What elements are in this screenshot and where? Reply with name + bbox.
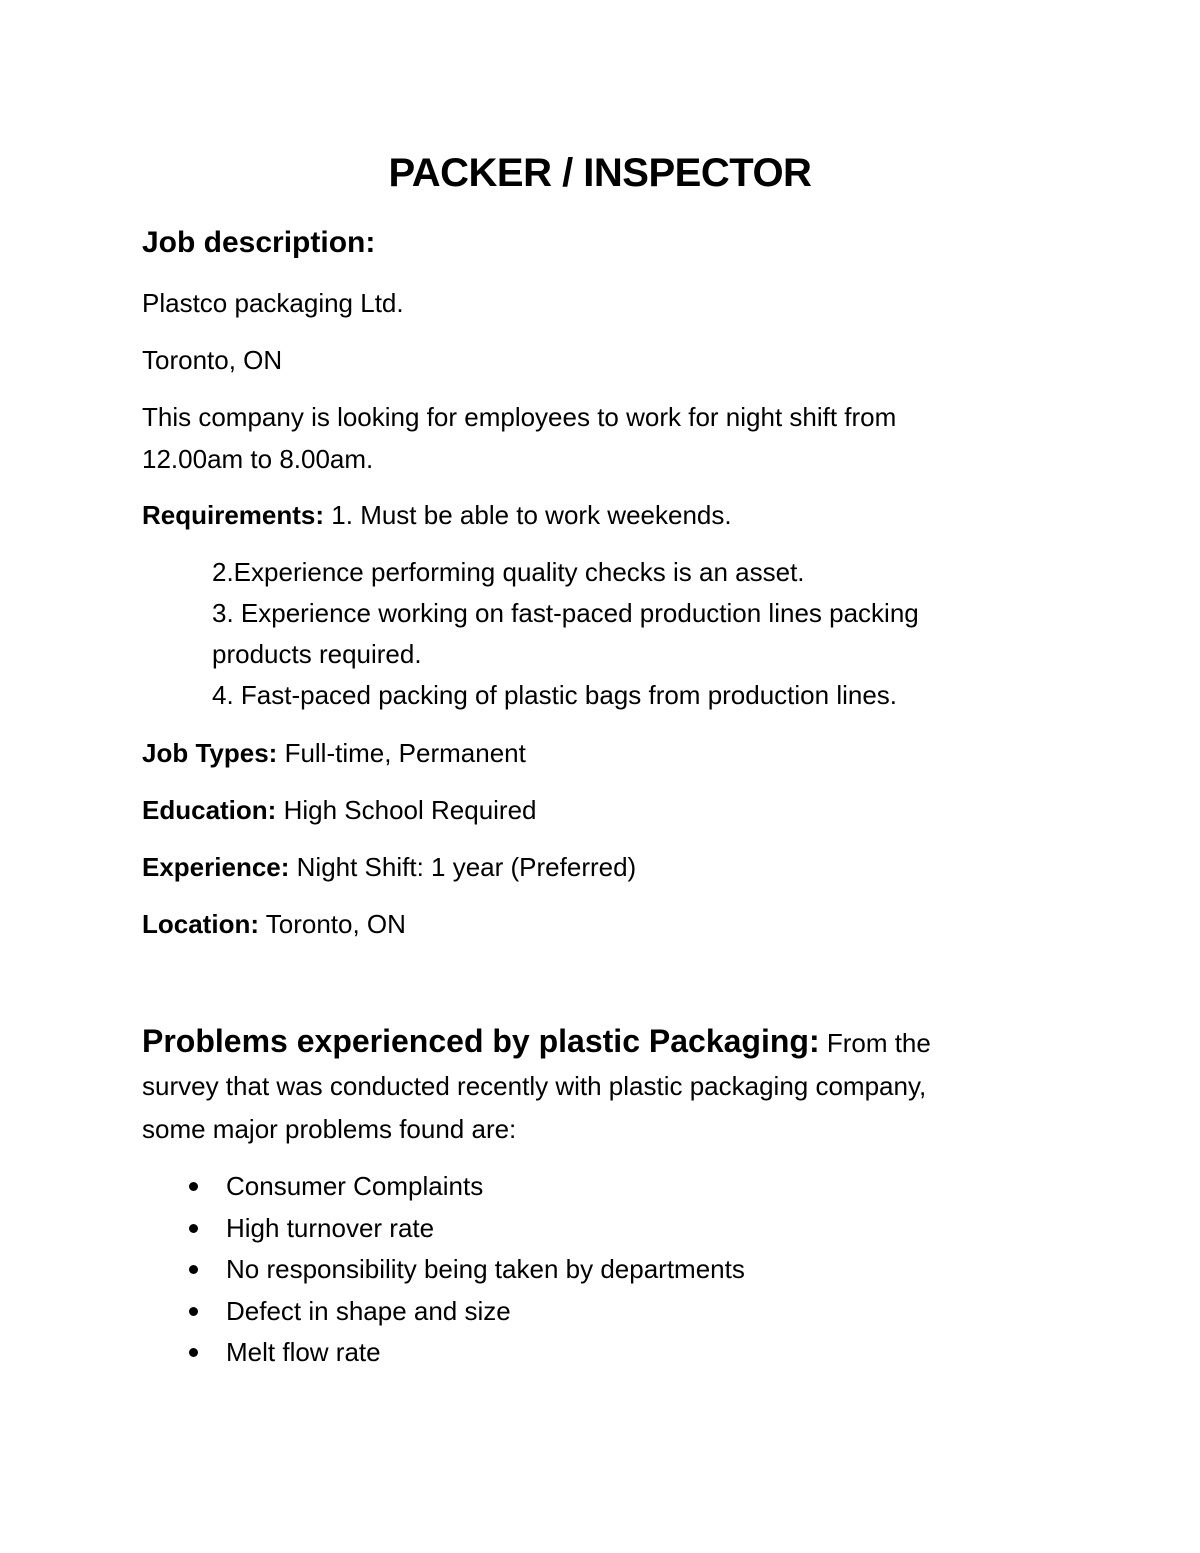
- location-line: [142, 903, 1042, 945]
- education-value: High School Required: [283, 795, 537, 825]
- job-types-line: [142, 732, 1042, 774]
- page-title: PACKER / INSPECTOR: [388, 151, 812, 195]
- list-item: [186, 1208, 745, 1250]
- requirement-item-2: 2.Experience performing quality checks is an asset.: [212, 557, 805, 587]
- requirements-list: [212, 552, 1032, 716]
- problems-first-line: [142, 1020, 1042, 1065]
- problems-heading: Problems experienced by plastic Packaging:: [142, 1023, 820, 1059]
- location-value: Toronto, ON: [265, 909, 406, 939]
- problems-text-1: From the: [826, 1028, 931, 1058]
- bullet-text: Defect in shape and size: [226, 1295, 511, 1326]
- job-types-label: Job Types:: [142, 738, 278, 768]
- requirement-item-1: 1. Must be able to work weekends.: [331, 500, 732, 530]
- job-description-heading: Job description:: [142, 226, 376, 259]
- list-item: [186, 1166, 745, 1208]
- list-item: [186, 1332, 745, 1374]
- intro-text: [142, 396, 1042, 480]
- requirements-line: [142, 494, 1042, 536]
- company-city: Toronto, ON: [142, 345, 283, 375]
- problems-bullet-list: [186, 1166, 745, 1374]
- bullet-text: High turnover rate: [226, 1212, 435, 1243]
- requirement-item-4: 4. Fast-paced packing of plastic bags from production lines.: [212, 680, 898, 710]
- bullet-text: No responsibility being taken by departments: [226, 1254, 745, 1284]
- education-label: Education:: [142, 795, 277, 825]
- company-name: Plastco packaging Ltd.: [142, 288, 404, 318]
- experience-line: [142, 846, 1042, 888]
- bullet-icon: [189, 1224, 198, 1233]
- problems-text-3: some major problems found are:: [142, 1114, 517, 1144]
- bullet-icon: [189, 1348, 198, 1357]
- location-label: Location:: [142, 909, 259, 939]
- bullet-icon: [189, 1182, 198, 1191]
- list-item: [186, 1249, 745, 1291]
- experience-label: Experience:: [142, 852, 290, 882]
- problems-section: [142, 1020, 1042, 1151]
- requirements-label: Requirements:: [142, 500, 325, 530]
- bullet-icon: [189, 1307, 198, 1316]
- list-item: [186, 1291, 745, 1333]
- experience-value: Night Shift: 1 year (Preferred): [296, 852, 637, 882]
- requirement-item-3: 3. Experience working on fast-paced production lines packing: [212, 598, 919, 628]
- intro-line-1: This company is looking for employees to work for night shift from: [142, 402, 897, 432]
- job-types-value: Full-time, Permanent: [284, 738, 526, 768]
- education-line: [142, 789, 1042, 831]
- bullet-text: Consumer Complaints: [226, 1171, 484, 1201]
- bullet-text: Melt flow rate: [226, 1337, 381, 1367]
- requirement-item-3-continued: products required.: [212, 639, 422, 669]
- bullet-icon: [189, 1265, 198, 1274]
- problems-text-2: survey that was conducted recently with plastic packaging company,: [142, 1071, 927, 1101]
- intro-line-2: 12.00am to 8.00am.: [142, 444, 374, 474]
